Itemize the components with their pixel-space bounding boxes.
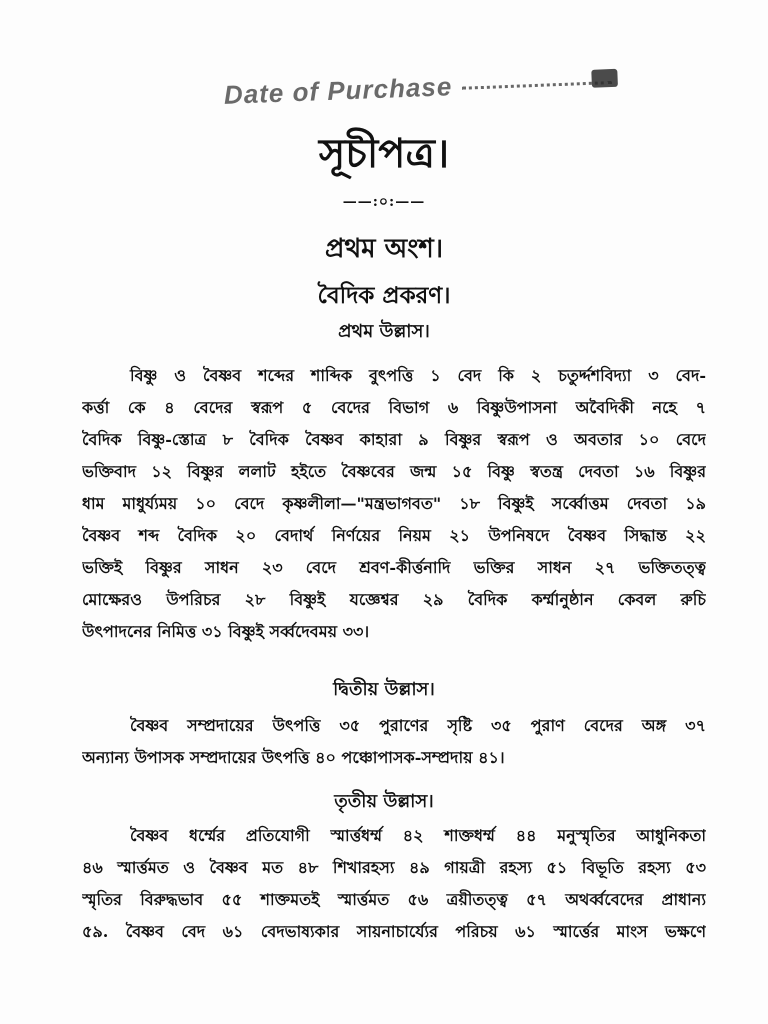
contents-line: বৈষ্ণব ধর্ম্মের প্রতিযোগী স্মার্ত্তধর্ম্ম ৪২ শাক্তধর্ম্ম ৪৪ মনুস্মৃতির আধুনিকতা [130, 826, 706, 845]
contents-line: ভক্তিবাদ ১২ বিষ্ণুর ললাট হইতে বৈষ্ণবের জন্ম ১৫ বিষ্ণু স্বতন্ত্র দেবতা ১৬ বিষ্ণুর [82, 462, 706, 481]
part-heading: প্রথম অংশ। [324, 234, 444, 264]
contents-line: ৫৯. বৈষ্ণব বেদ ৬১ বেদভাষ্যকার সায়নাচার্য্যের পরিচয় ৬১ স্মার্ত্তের মাংস ভক্ষণে [82, 922, 706, 941]
divider-ornament: ——:০:—— [342, 194, 426, 210]
chapter-heading-3: তৃতীয় উল্লাস। [334, 791, 434, 812]
chapter-heading-2: দ্বিতীয় উল্লাস। [333, 679, 435, 700]
contents-line: উৎপাদনের নিমিত্ত ৩১ বিষ্ণুই সর্ব্বদেবময় ৩৩। [82, 622, 370, 641]
contents-line: স্মৃতির বিরুদ্ধভাব ৫৫ শাক্তমতই স্মার্ত্তমত ৫৬ ত্রয়ীতত্ত্ব ৫৭ অথর্ব্ববেদের প্রাধান্য [82, 890, 706, 909]
contents-line: বিষ্ণু ও বৈষ্ণব শব্দের শাব্দিক বুৎপত্তি ১ বেদ কি ২ চতুর্দ্দশবিদ্যা ৩ বেদ- [130, 366, 706, 385]
contents-line: ৪৬ স্মার্ত্তমত ও বৈষ্ণব মত ৪৮ শিখারহস্য ৪৯ গায়ত্রী রহস্য ৫১ বিভূতি রহস্য ৫৩ [82, 858, 706, 877]
contents-line: মোক্ষেরও উপরিচর ২৮ বিষ্ণুই যজ্ঞেশ্বর ২৯ বৈদিক কর্ম্মানুষ্ঠান কেবল রুচি [82, 590, 706, 609]
chapter-contents-1 [82, 360, 706, 648]
contents-line: ভক্তিই বিষ্ণুর সাধন ২৩ বেদে শ্রবণ-কীর্ত্তনাদি ভক্তির সাধন ২৭ ভক্তিতত্ত্ব [82, 558, 706, 577]
chapter-contents-3 [82, 820, 706, 948]
purchase-stamp [221, 57, 623, 120]
contents-line: বৈষ্ণব শব্দ বৈদিক ২০ বেদার্থ নির্ণয়ের নিয়ম ২১ উপনিষদে বৈষ্ণব সিদ্ধান্ত ২২ [82, 526, 706, 545]
chapter-contents-2 [82, 710, 706, 774]
page-title: সূচীপত্র। [318, 130, 450, 177]
contents-line: বৈদিক বিষ্ণু-স্তোত্র ৮ বৈদিক বৈষ্ণব কাহারা ৯ বিষ্ণুর স্বরূপ ও অবতার ১০ বেদে [82, 430, 706, 449]
stamp-dotted-line [462, 81, 612, 90]
contents-line: কর্ত্তা কে ৪ বেদের স্বরূপ ৫ বেদের বিভাগ ৬ বিষ্ণুউপাসনা অবৈদিকী নহে ৭ [82, 398, 706, 417]
contents-line: বৈষ্ণব সম্প্রদায়ের উৎপত্তি ৩৫ পুরাণের সৃষ্টি ৩৫ পুরাণ বেদের অঙ্গ ৩৭ [130, 716, 706, 735]
section-heading: বৈদিক প্রকরণ। [317, 282, 451, 309]
stamp-text: Date of Purchase [223, 71, 453, 110]
contents-line: অন্যান্য উপাসক সম্প্রদায়ের উৎপত্তি ৪০ পঞ্চোপাসক-সম্প্রদায় ৪১। [82, 748, 505, 767]
stamp-ink-blot [591, 69, 618, 88]
contents-line: ধাম মাধুর্য্যময় ১০ বেদে কৃষ্ণলীলা—"মন্ত্রভাগবত" ১৮ বিষ্ণুই সর্ব্বোত্তম দেবতা ১৯ [82, 494, 706, 513]
chapter-heading-1: প্রথম উল্লাস। [338, 321, 430, 342]
